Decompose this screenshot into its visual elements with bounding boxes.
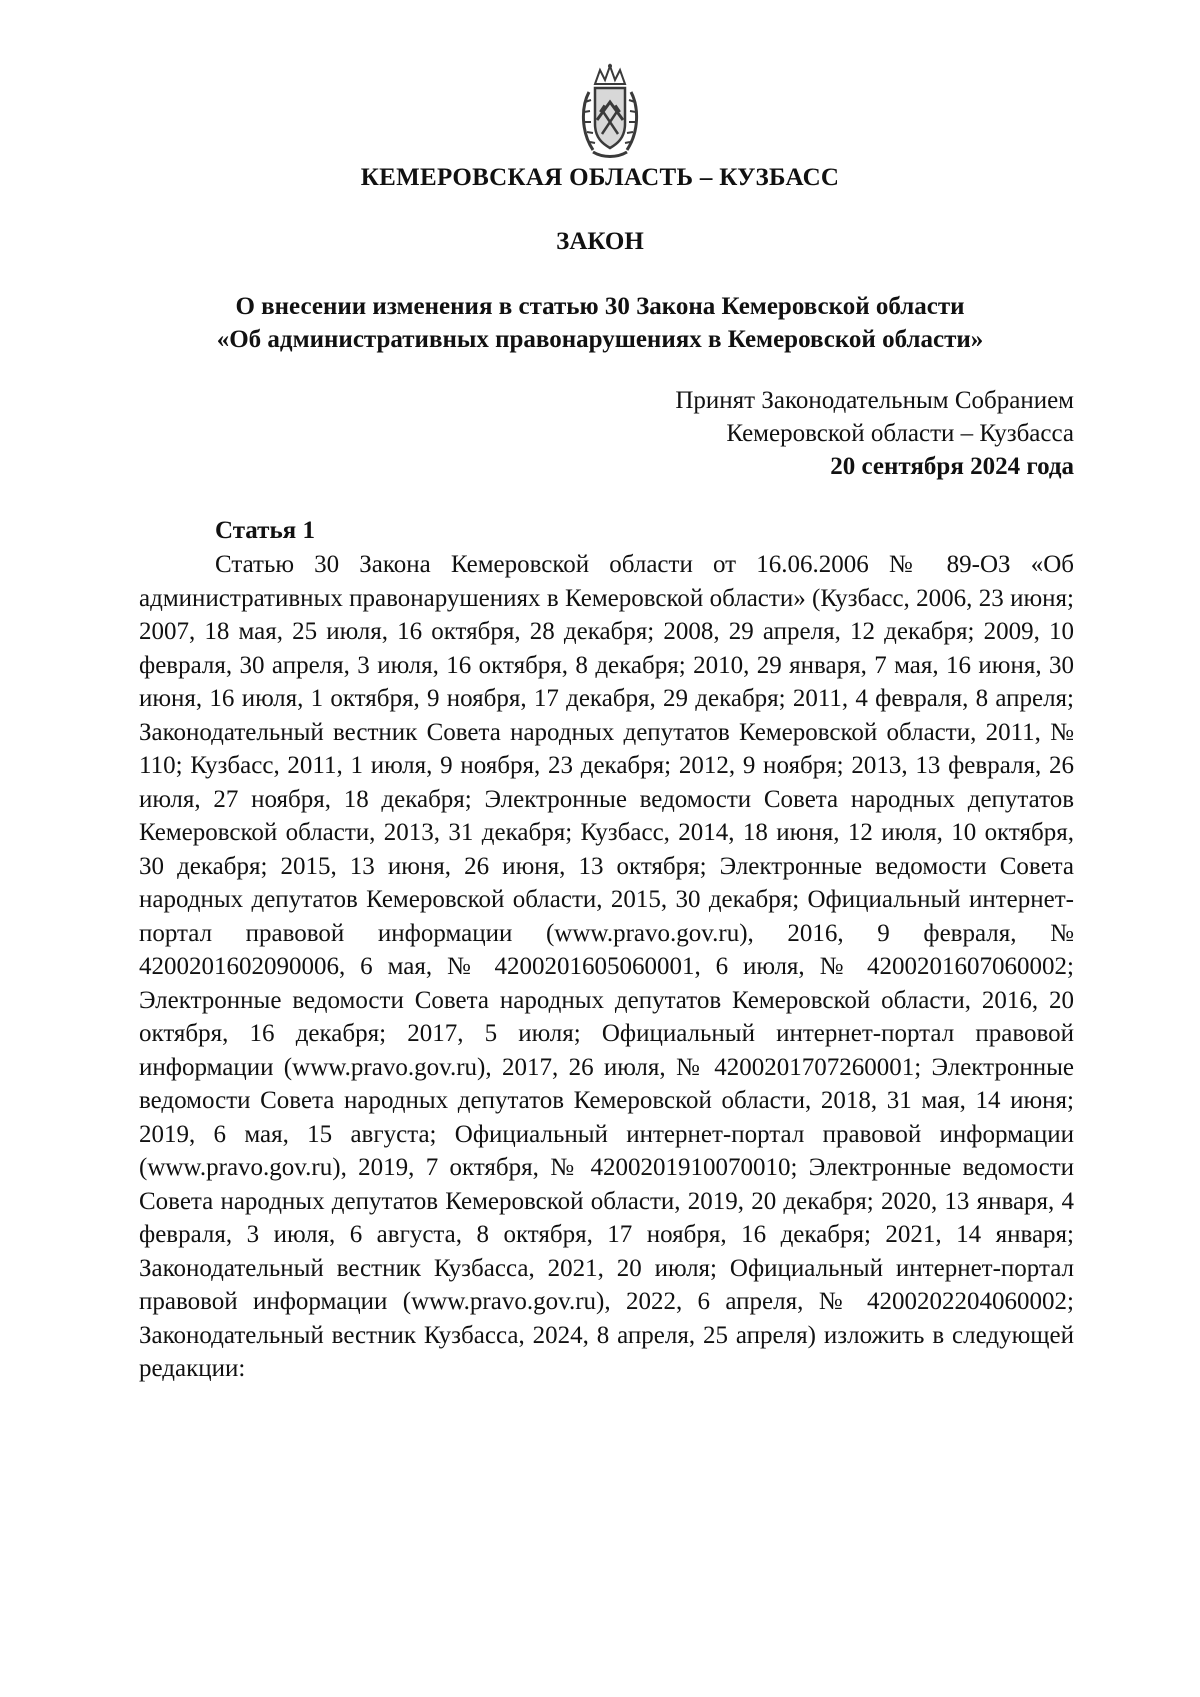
region-name: КЕМЕРОВСКАЯ ОБЛАСТЬ – КУЗБАСС: [360, 164, 840, 191]
coat-of-arms-icon: [575, 62, 645, 162]
article-heading: Статья 1: [215, 517, 315, 544]
title-line-2: «Об административных правонарушениях в Кемеровской области»: [216, 326, 984, 353]
adoption-info: [675, 384, 1074, 483]
document-type: ЗАКОН: [556, 228, 644, 255]
article-body: [139, 548, 1074, 1386]
document-title: [130, 290, 1070, 356]
adopted-line-2: Кемеровской области – Кузбасса: [726, 420, 1074, 447]
article-paragraph: Статью 30 Закона Кемеровской области от 16.06.2006 № 89-ОЗ «Об административных правонарушениях в Кемеровской области» (Кузбасс, 2006, 23 июня; 2007, 18 мая, 25 июля, 16 октября, 28 декабря; 2008, 29 апреля, 12 декабря; 2009, 10 февраля, 30 апреля, 3 июля, 16 октября, 8 декабря; 2010, 29 января, 7 мая, 16 июня, 30 июня, 16 июля, 1 октября, 9 ноября, 17 декабря, 29 декабря; 2011, 4 февраля, 8 апреля; Законодательный вестник Совета народных депутатов Кемеровской области, 2011, № 110; Кузбасс, 2011, 1 июля, 9 ноября, 23 декабря; 2012, 9 ноября; 2013, 13 февраля, 26 июля, 27 ноября, 18 декабря; Электронные ведомости Совета народных депутатов Кемеровской области, 2013, 31 декабря; Кузбасс, 2014, 18 июня, 12 июля, 10 октября, 30 декабря; 2015, 13 июня, 26 июня, 13 октября; Электронные ведомости Совета народных депутатов Кемеровской области, 2015, 30 декабря; Официальный интернет-портал правовой информации (www.pravo.gov.ru), 2016, 9 февраля, № 4200201602090006, 6 мая, № 4200201605060001, 6 июля, № 4200201607060002; Электронные ведомости Совета народных депутатов Кемеровской области, 2016, 20 октября, 16 декабря; 2017, 5 июля; Официальный интернет-портал правовой информации (www.pravo.gov.ru), 2017, 26 июля, № 4200201707260001; Электронные ведомости Совета народных депутатов Кемеровской области, 2018, 31 мая, 14 июня; 2019, 6 мая, 15 августа; Официальный интернет-портал правовой информации (www.pravo.gov.ru), 2019, 7 октября, № 4200201910070010; Электронные ведомости Совета народных депутатов Кемеровской области, 2019, 20 декабря; 2020, 13 января, 4 февраля, 3 июля, 6 августа, 8 октября, 17 ноября, 16 декабря; 2021, 14 января; Законодательный вестник Кузбасса, 2021, 20 июля; Официальный интернет-портал правовой информации (www.pravo.gov.ru), 2022, 6 апреля, № 4200202204060002; Законодательный вестник Кузбасса, 2024, 8 апреля, 25 апреля) изложить в следующей редакции:: [139, 551, 1074, 1382]
adopted-line-1: Принят Законодательным Собранием: [675, 387, 1074, 414]
adopted-date: 20 сентября 2024 года: [830, 453, 1074, 480]
title-line-1: О внесении изменения в статью 30 Закона Кемеровской области: [235, 293, 965, 320]
